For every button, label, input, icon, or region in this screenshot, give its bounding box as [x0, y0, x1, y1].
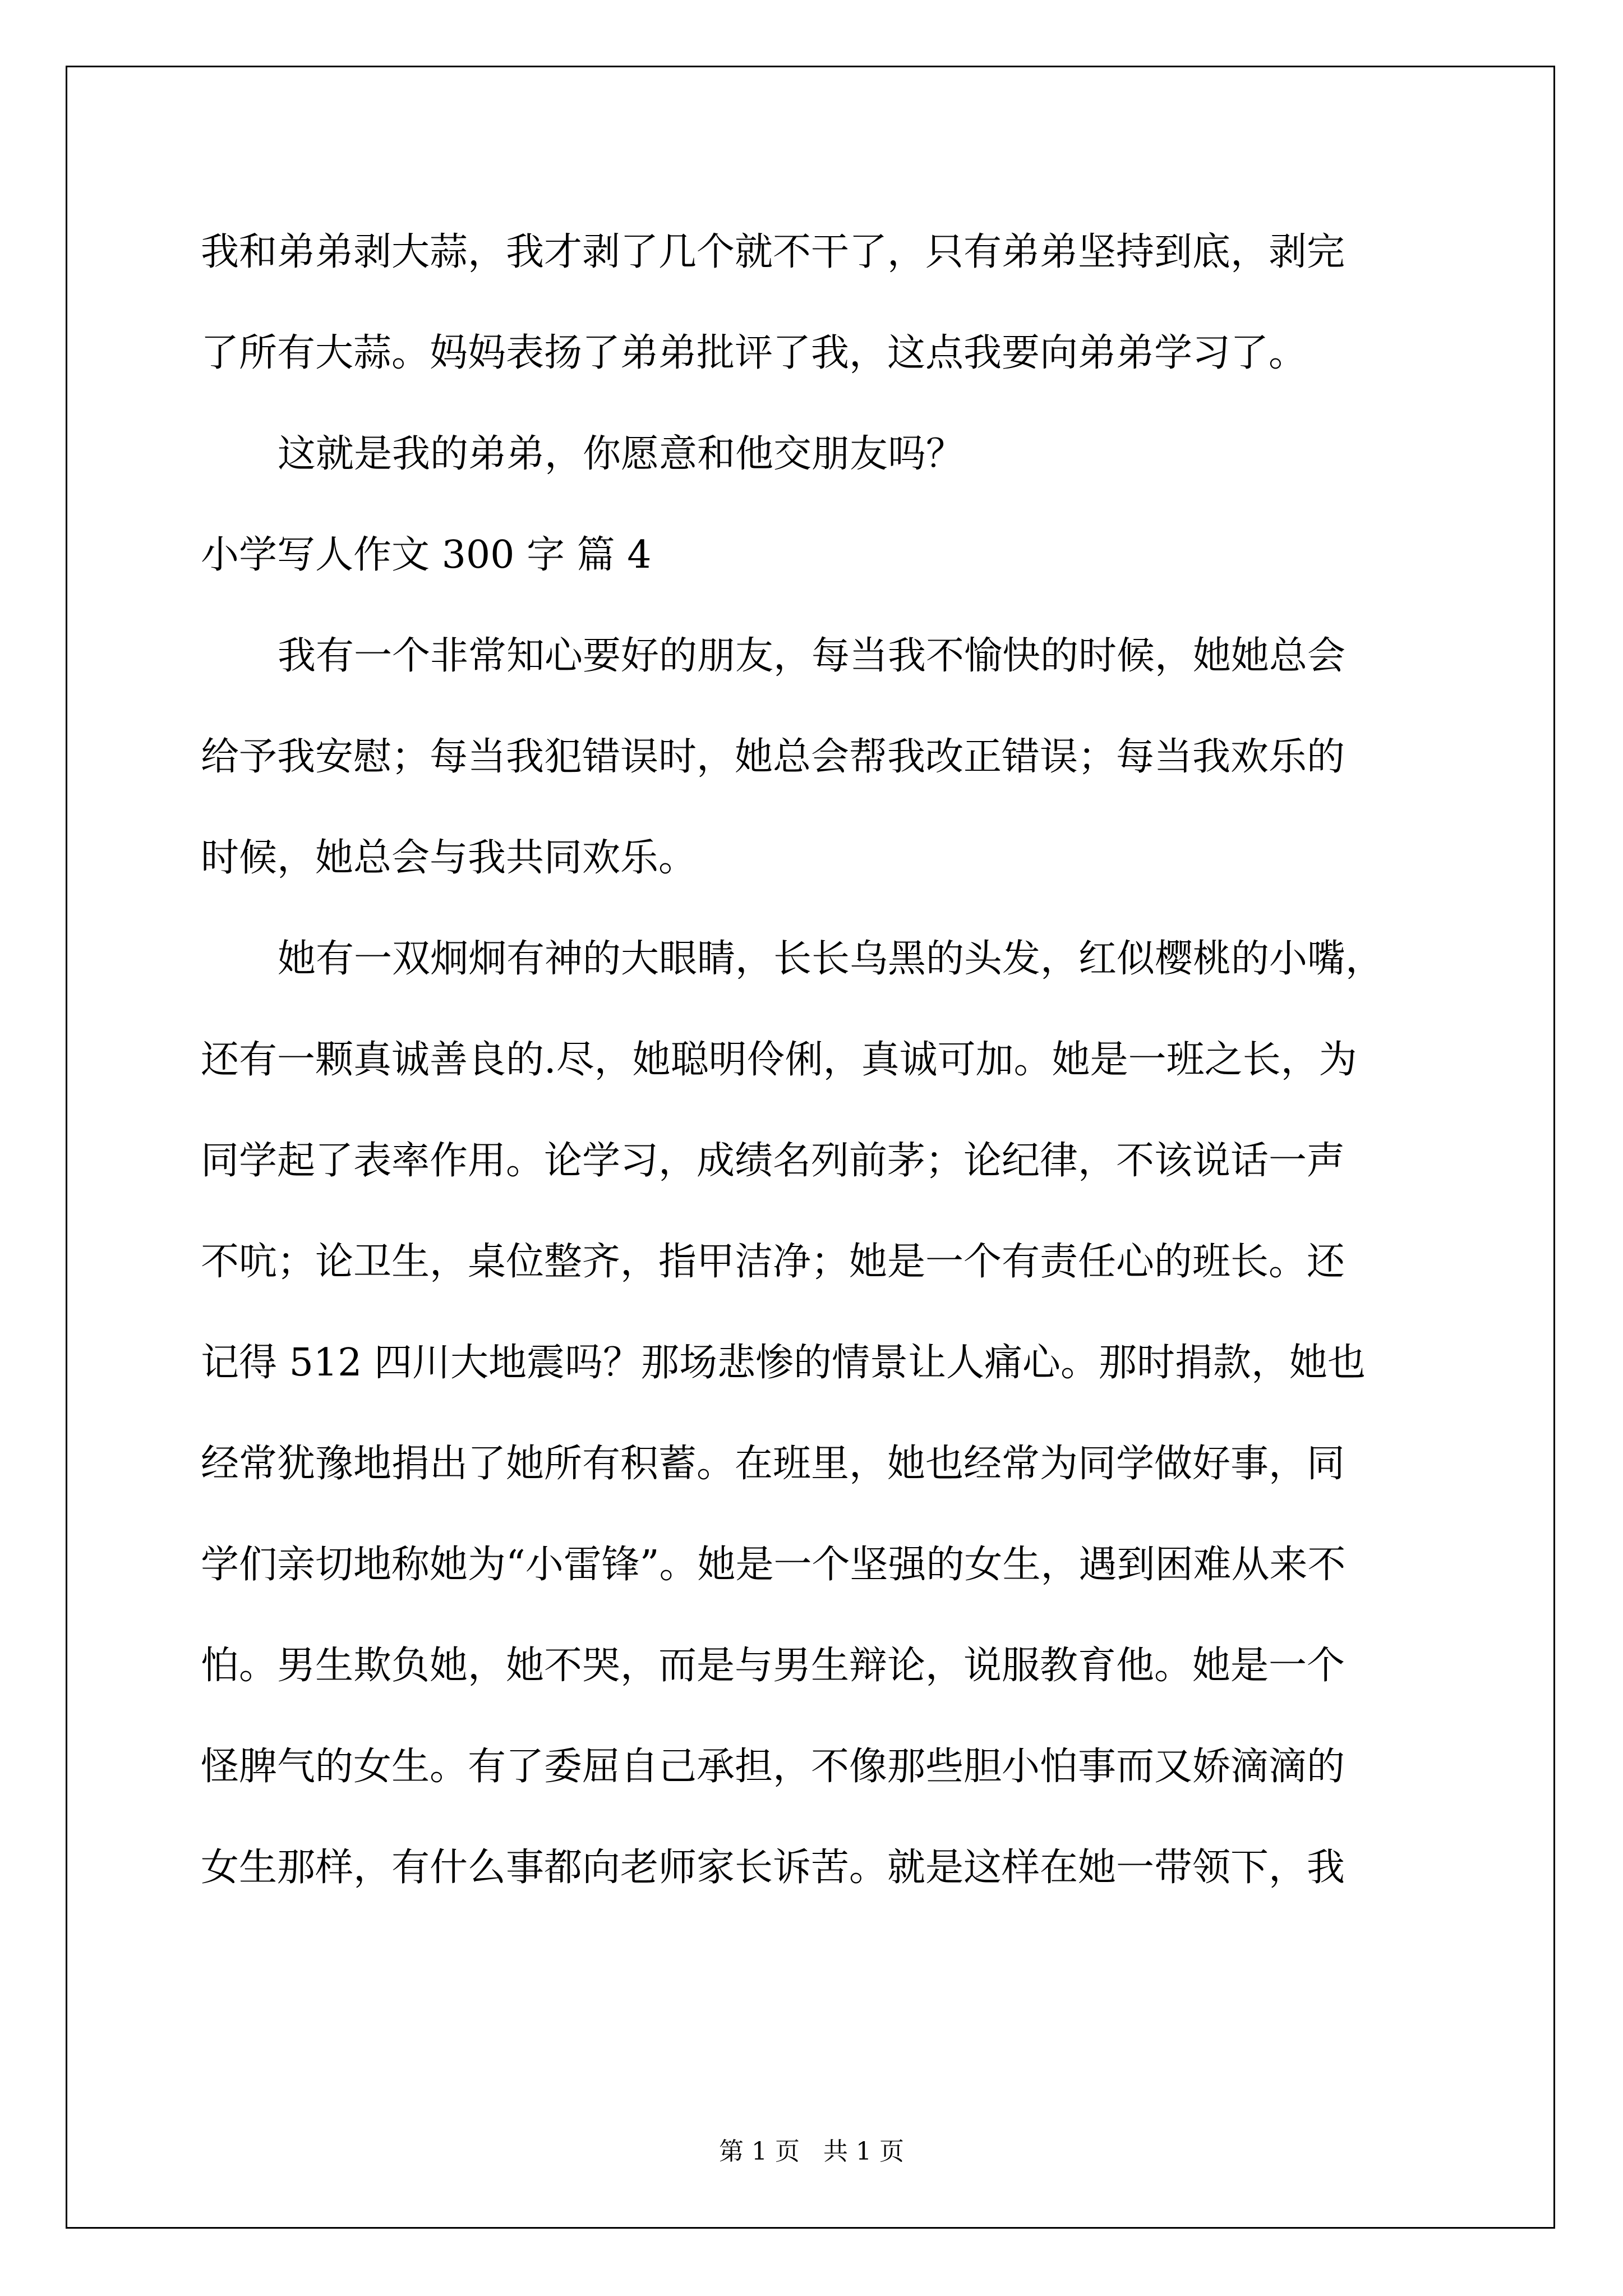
text-line: 还有一颗真诚善良的.尽，她聪明伶俐，真诚可加。她是一班之长，为: [201, 1038, 1357, 1082]
text-line: 学们亲切地称她为“小雷锋”。她是一个坚强的女生，遇到困难从来不: [201, 1543, 1346, 1587]
text-line: 同学起了表率作用。论学习，成绩名列前茅；论纪律，不该说话一声: [201, 1139, 1345, 1183]
text-line: 了所有大蒜。妈妈表扬了弟弟批评了我，这点我要向弟弟学习了。: [201, 331, 1307, 375]
text-line: 我和弟弟剥大蒜，我才剥了几个就不干了，只有弟弟坚持到底，剥完: [201, 230, 1345, 274]
section-heading: 小学写人作文 300 字 篇 4: [201, 533, 652, 577]
text-line: 经常犹豫地捐出了她所有积蓄。在班里，她也经常为同学做好事，同: [201, 1442, 1345, 1486]
text-line: 怕。男生欺负她，她不哭，而是与男生辩论，说服教育他。她是一个: [201, 1644, 1345, 1688]
text-line: 时候，她总会与我共同欢乐。: [201, 836, 697, 880]
text-line: 女生那样，有什么事都向老师家长诉苦。就是这样在她一带领下，我: [201, 1846, 1345, 1890]
text-line: 她有一双炯炯有神的大眼睛，长长乌黑的头发，红似樱桃的小嘴，: [278, 937, 1384, 981]
text-line: 怪脾气的女生。有了委屈自己承担，不像那些胆小怕事而又娇滴滴的: [201, 1745, 1345, 1789]
page-footer: 第 1 页 共 1 页: [719, 2137, 904, 2166]
text-line: 给予我安慰；每当我犯错误时，她总会帮我改正错误；每当我欢乐的: [201, 735, 1345, 779]
text-line: 我有一个非常知心要好的朋友，每当我不愉快的时候，她她总会: [278, 634, 1346, 678]
text-line: 记得 512 四川大地震吗？那场悲惨的情景让人痛心。那时捐款，她也: [201, 1341, 1366, 1385]
text-line: 这就是我的弟弟，你愿意和他交朋友吗？: [278, 432, 965, 476]
text-line: 不吭；论卫生，桌位整齐，指甲洁净；她是一个有责任心的班长。还: [201, 1240, 1345, 1284]
